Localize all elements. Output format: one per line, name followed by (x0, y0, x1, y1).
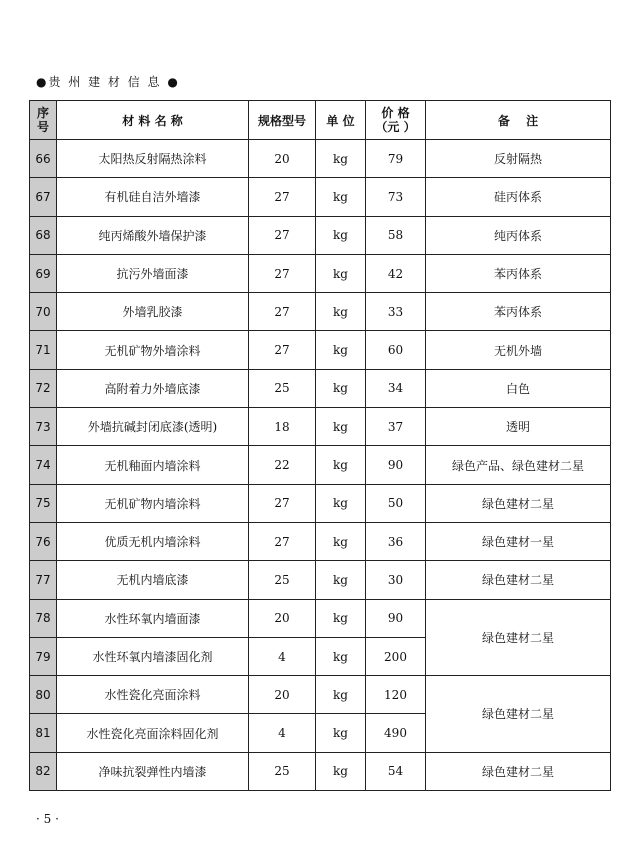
cell-unit: kg (316, 140, 366, 178)
cell-unit: kg (316, 408, 366, 446)
cell-seq: 67 (30, 178, 57, 216)
cell-unit: kg (316, 331, 366, 369)
cell-remark: 绿色建材二星 (426, 752, 611, 790)
cell-spec: 27 (249, 178, 316, 216)
cell-unit: kg (316, 752, 366, 790)
cell-price: 30 (366, 561, 426, 599)
cell-seq: 72 (30, 369, 57, 407)
cell-unit: kg (316, 484, 366, 522)
cell-price: 79 (366, 140, 426, 178)
cell-material-name: 无机矿物外墙涂料 (57, 331, 249, 369)
cell-price: 120 (366, 676, 426, 714)
cell-remark: 白色 (426, 369, 611, 407)
cell-spec: 20 (249, 676, 316, 714)
material-price-table (29, 100, 611, 791)
table-header-row (30, 101, 611, 140)
cell-remark: 绿色建材二星 (426, 599, 611, 676)
table-row (30, 446, 611, 484)
table-row (30, 676, 611, 714)
cell-remark: 绿色建材一星 (426, 522, 611, 560)
table-row (30, 178, 611, 216)
cell-seq: 71 (30, 331, 57, 369)
cell-unit: kg (316, 599, 366, 637)
cell-remark: 绿色建材二星 (426, 676, 611, 753)
cell-spec: 4 (249, 637, 316, 675)
cell-material-name: 水性瓷化亮面涂料固化剂 (57, 714, 249, 752)
cell-seq: 73 (30, 408, 57, 446)
table-row (30, 752, 611, 790)
cell-unit: kg (316, 178, 366, 216)
column-header-seq: 序 号 (30, 101, 57, 140)
cell-material-name: 无机釉面内墙涂料 (57, 446, 249, 484)
cell-material-name: 高附着力外墙底漆 (57, 369, 249, 407)
cell-material-name: 水性瓷化亮面涂料 (57, 676, 249, 714)
column-header-remark: 备 注 (426, 101, 611, 140)
cell-remark: 苯丙体系 (426, 293, 611, 331)
cell-material-name: 无机矿物内墙涂料 (57, 484, 249, 522)
table-row (30, 293, 611, 331)
cell-remark: 纯丙体系 (426, 216, 611, 254)
cell-seq: 76 (30, 522, 57, 560)
cell-spec: 4 (249, 714, 316, 752)
cell-price: 33 (366, 293, 426, 331)
cell-material-name: 净味抗裂弹性内墙漆 (57, 752, 249, 790)
cell-price: 90 (366, 446, 426, 484)
table-row (30, 408, 611, 446)
cell-seq: 74 (30, 446, 57, 484)
cell-price: 200 (366, 637, 426, 675)
cell-unit: kg (316, 561, 366, 599)
table-row (30, 561, 611, 599)
column-header-name: 材 料 名 称 (57, 101, 249, 140)
column-header-price: 价 格 （元 ） (366, 101, 426, 140)
cell-price: 36 (366, 522, 426, 560)
cell-unit: kg (316, 369, 366, 407)
table-row (30, 484, 611, 522)
page-number: · 5 · (36, 812, 59, 826)
column-header-unit: 单 位 (316, 101, 366, 140)
cell-unit: kg (316, 254, 366, 292)
cell-spec: 25 (249, 752, 316, 790)
cell-material-name: 外墙乳胶漆 (57, 293, 249, 331)
cell-material-name: 有机硅自洁外墙漆 (57, 178, 249, 216)
cell-spec: 20 (249, 599, 316, 637)
cell-price: 50 (366, 484, 426, 522)
table-row (30, 331, 611, 369)
cell-price: 42 (366, 254, 426, 292)
table-body (30, 140, 611, 791)
cell-seq: 80 (30, 676, 57, 714)
cell-unit: kg (316, 676, 366, 714)
cell-material-name: 优质无机内墙涂料 (57, 522, 249, 560)
cell-remark: 绿色建材二星 (426, 561, 611, 599)
cell-unit: kg (316, 522, 366, 560)
cell-spec: 27 (249, 216, 316, 254)
cell-spec: 27 (249, 254, 316, 292)
cell-spec: 27 (249, 522, 316, 560)
cell-unit: kg (316, 216, 366, 254)
cell-unit: kg (316, 293, 366, 331)
cell-price: 90 (366, 599, 426, 637)
table-row (30, 522, 611, 560)
cell-spec: 27 (249, 293, 316, 331)
cell-seq: 69 (30, 254, 57, 292)
cell-material-name: 纯丙烯酸外墙保护漆 (57, 216, 249, 254)
cell-remark: 透明 (426, 408, 611, 446)
cell-spec: 22 (249, 446, 316, 484)
cell-price: 490 (366, 714, 426, 752)
cell-price: 58 (366, 216, 426, 254)
cell-seq: 66 (30, 140, 57, 178)
cell-remark: 反射隔热 (426, 140, 611, 178)
cell-price: 60 (366, 331, 426, 369)
cell-seq: 68 (30, 216, 57, 254)
table-row (30, 216, 611, 254)
cell-spec: 25 (249, 369, 316, 407)
cell-spec: 25 (249, 561, 316, 599)
cell-material-name: 水性环氧内墙面漆 (57, 599, 249, 637)
cell-spec: 27 (249, 484, 316, 522)
column-header-spec: 规格型号 (249, 101, 316, 140)
cell-remark: 无机外墙 (426, 331, 611, 369)
document-header: ●贵 州 建 材 信 息 ● (36, 75, 180, 89)
cell-unit: kg (316, 446, 366, 484)
cell-spec: 27 (249, 331, 316, 369)
cell-unit: kg (316, 714, 366, 752)
cell-material-name: 无机内墙底漆 (57, 561, 249, 599)
cell-seq: 82 (30, 752, 57, 790)
cell-spec: 18 (249, 408, 316, 446)
cell-material-name: 抗污外墙面漆 (57, 254, 249, 292)
cell-material-name: 外墙抗碱封闭底漆(透明) (57, 408, 249, 446)
cell-price: 34 (366, 369, 426, 407)
cell-seq: 78 (30, 599, 57, 637)
cell-remark: 绿色产品、绿色建材二星 (426, 446, 611, 484)
cell-remark: 苯丙体系 (426, 254, 611, 292)
cell-seq: 70 (30, 293, 57, 331)
cell-material-name: 水性环氧内墙漆固化剂 (57, 637, 249, 675)
cell-seq: 75 (30, 484, 57, 522)
cell-spec: 20 (249, 140, 316, 178)
cell-price: 73 (366, 178, 426, 216)
cell-seq: 77 (30, 561, 57, 599)
cell-remark: 绿色建材二星 (426, 484, 611, 522)
table-row (30, 140, 611, 178)
table-row (30, 369, 611, 407)
cell-price: 37 (366, 408, 426, 446)
cell-material-name: 太阳热反射隔热涂料 (57, 140, 249, 178)
cell-price: 54 (366, 752, 426, 790)
table-row (30, 254, 611, 292)
cell-seq: 81 (30, 714, 57, 752)
cell-unit: kg (316, 637, 366, 675)
cell-seq: 79 (30, 637, 57, 675)
cell-remark: 硅丙体系 (426, 178, 611, 216)
table-row (30, 599, 611, 637)
